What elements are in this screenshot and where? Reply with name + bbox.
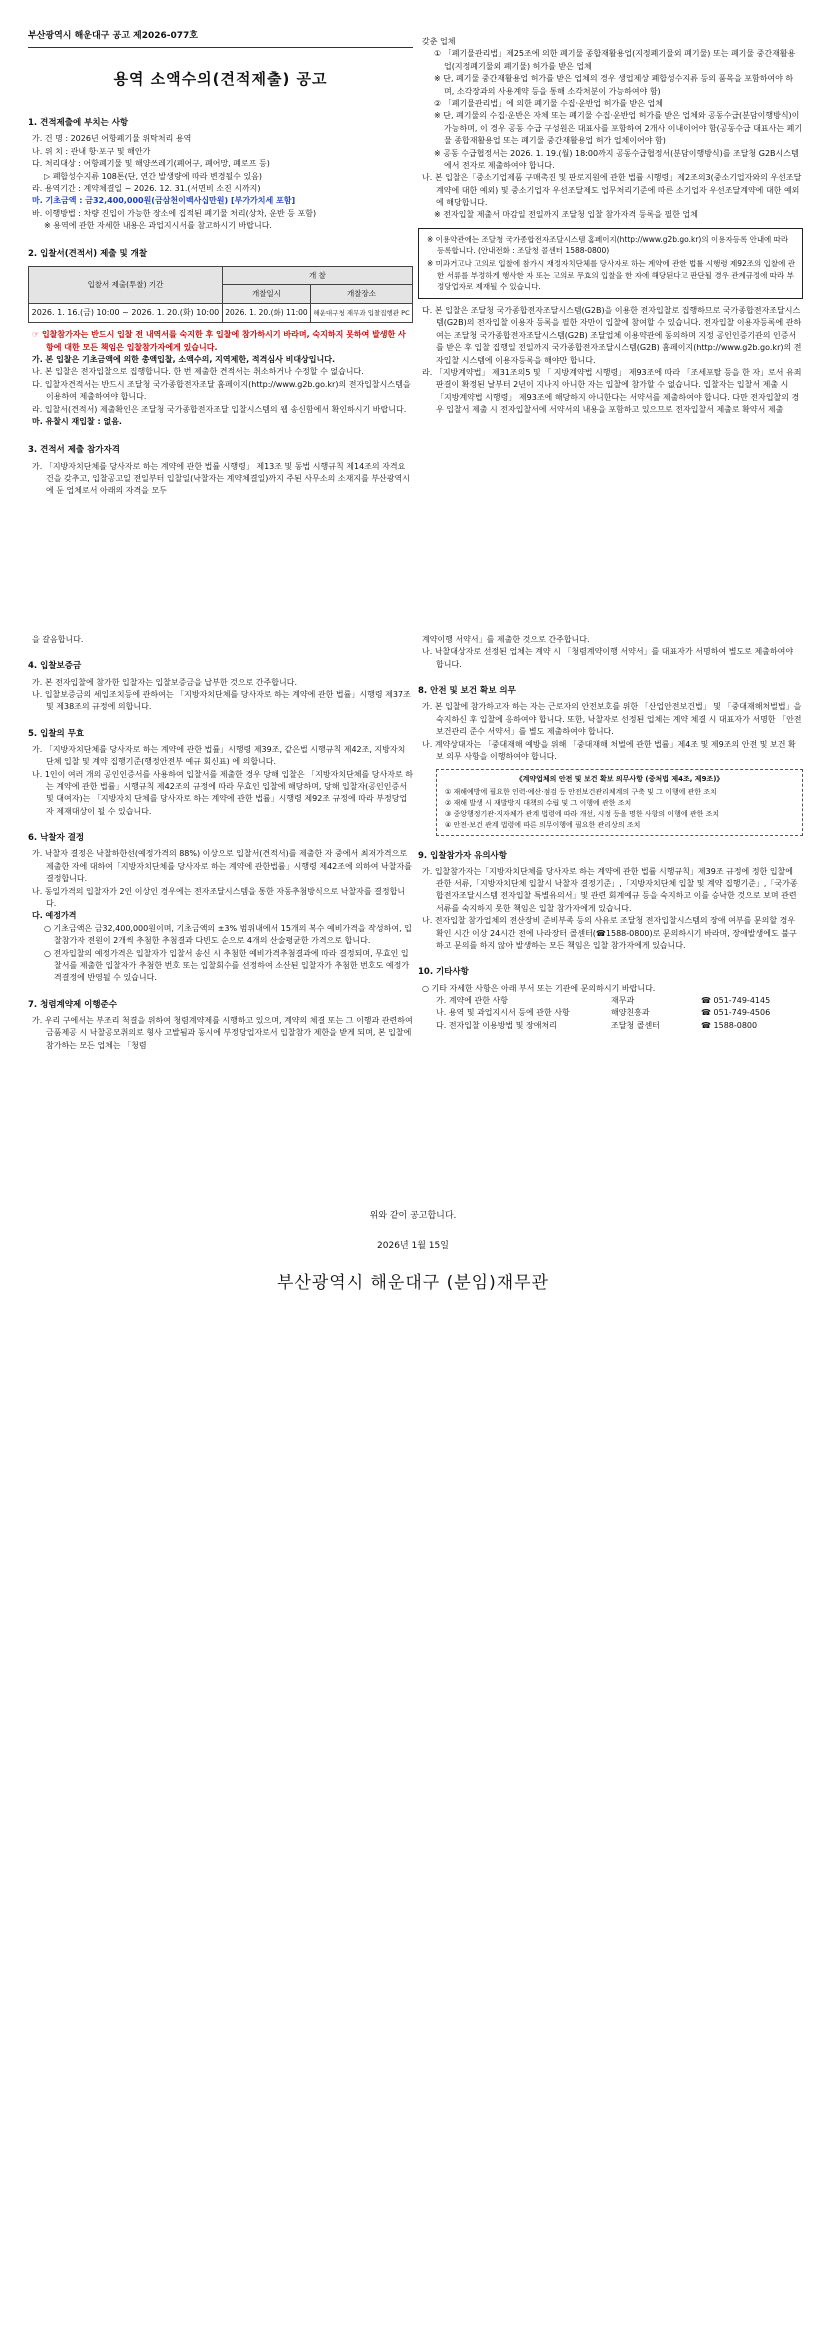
contact-row-service	[418, 1007, 803, 1019]
page1-left-column	[28, 0, 413, 498]
safety-duty-1: ① 재해예방에 필요한 인력·예산·점검 등 안전보건관리체계의 구축 및 그 이행에 관한 조치	[445, 788, 717, 797]
contact-dept: 재무과	[611, 995, 635, 1005]
s5-item-1: 가. 「지방자치단체를 당사자로 하는 계약에 관한 법률」시행령 제39조, 같은법 시행규칙 제42조, 지방자치단체 입찰 및 계약 집행기준(행정안전부 예규 회신표) 에 의합니다.	[32, 744, 406, 767]
s3-item-2: 나. 본 입찰은「중소기업제품 구매촉진 및 판로지원에 관한 법률 시행령」제2조의3(중소기업자와의 우선조달계약에 대한 예외) 및 중소기업자 우선조달제도 업무처리기준에 따른 소기업자 우선조달계약에 대한 예외에 해당합니다.	[422, 173, 802, 208]
box-note-1: ※ 이용약관에는 조달청 국가종합전자조달시스템 홈페이지(http://www.g2b.go.kr)의 이용자등록 안내에 따라 등록합니다. (안내전화 : 조달청 콜센터 1588-0800)	[427, 234, 789, 256]
safety-duty-2: ② 재해 발생 시 재발방지 대책의 수립 및 그 이행에 관한 조치	[445, 798, 632, 807]
s6-item-3-b: ○ 전자입찰의 예정가격은 입찰자가 입찰서 송신 시 추첨한 예비가격추첨결과에 따라 결정되며, 무효인 입찰서를 제출한 입찰자가 추첨한 번호 또는 입찰회수를 선정하여 소산된 입찰자가 추첨한 번호도 예정가격결정에 반영될 수 있습니다.	[44, 948, 410, 983]
contact-row-ebid	[418, 1020, 803, 1032]
section-1-heading: 1. 견적제출에 부치는 사항	[28, 118, 129, 129]
s3-item-1-cont: 갖춘 업체	[422, 37, 456, 46]
s1-item-period: 라. 용역기간 : 계약체결일 ~ 2026. 12. 31.(서면비 소진 시까지)	[32, 183, 261, 193]
contact-phone: ☎ 1588-0800	[701, 1020, 758, 1030]
s1-item-base-price: 마. 기초금액 : 금32,400,000원(금삼천이백사십만원) [부가가치세 포함]	[32, 196, 296, 206]
section-2-heading: 2. 입찰서(견적서) 제출 및 개찰	[28, 249, 148, 260]
schedule-table	[28, 266, 413, 324]
box-note-2: ※ 미과거고나 고의로 입찰에 참가시 재정자치단체를 당사자로 하는 계약에 관한 법률 시행령 제92조의 입찰에 관한 서류를 부정하게 행사한 자 또는 고의로 무효의 입찰을 한 자에 해당된다고 판단될 경우 관계규정에 따라 부정당업자로 제재될 수 있습니다.	[427, 259, 795, 292]
s2-item-1: 가. 본 입찰은 기초금액에 의한 총액입찰, 소액수의, 지역제한, 적격심사 비대상입니다.	[32, 355, 336, 365]
s1-item-target: 다. 처리대상 : 어항폐기물 및 해양쓰레기(폐어구, 폐어망, 폐로프 등)	[32, 159, 270, 169]
contact-dept: 해양친흥과	[611, 1008, 650, 1018]
s9-item-2: 나. 전자입찰 참가업체의 전산장비 준비부족 등의 사유로 조달청 전자입찰시스템의 장애 여부를 문의할 경우 확인 시간 이상 24시간 전에 나라장터 콜센터(☎1588-0800)로 문의하시기 바라며, 장애발생에도 불구하고 문의를 하지 않아 발생하는 모든 책임은 입찰 참가자에게 있습니다.	[422, 916, 797, 951]
section-6-heading: 6. 낙찰자 결정	[28, 833, 85, 844]
s3-sub-2-note: ※ 단, 폐기물의 수집·운반은 자체 또는 폐기물 수집·운반업 허가를 받은 업체와 공동수급(분담이행방식)이 가능하며, 이 경우 공동 수급 구성원은 대표사를 포함하여 2개사 이내이어야 함(공동수급 대표사는 폐기물 종합재활용업 또는 폐기물 중간재활용업 허가 업체이어야 함)	[434, 111, 803, 146]
section-7-heading: 7. 청렴계약제 이행준수	[28, 999, 117, 1010]
s2-item-3: 다. 입찰자견적서는 반드시 조달청 국가종합전자조달 홈페이지(http://www.g2b.go.kr)의 전자입찰시스템을 이용하여 제출하여야 합니다.	[32, 379, 411, 402]
section-10-heading: 10. 기타사항	[418, 967, 469, 978]
s3-item-3: 다. 본 입찰은 조달청 국가종합전자조달시스템(G2B)을 이용한 전자입찰로 집행하므로 국가종합전자조달시스템(G2B)의 전자입찰 이용자 등록을 필한 자만이 입찰에 참여할 수 있습니다. 전자입찰 이용자등록에 관하여는 조달청 국가종합전자조달시스템(G2B) 조달업체 이용약관에 동의하며 지정 공인인증기관의 인증서를 받은 후 입찰 집행일 전일까지 국가종합전자조달시스템(G2B) 홈페이지(http://www.g2b.go.kr)의 전자입찰 시스템에 이용자등록을 해야만 합니다.	[422, 305, 802, 365]
s9-item-1: 가. 입찰참가자는「지방자치단체를 당사자로 하는 계약에 관한 법률 시행규칙」제39조 규정에 정한 입찰에 관한 서류,「지방자치단체 입찰시 낙찰자 결정기준」,「지방자치단체 입찰 및 계약 집행기준」,「국가종합전자조달시스템 전자입찰 특별유의서」및 관련 회계예규 등을 숙지하고 이를 승낙한 것으로 보며 관련서류를 숙지하지 못한 책임은 입찰 참가자에게 있습니다.	[422, 866, 798, 913]
s7-item-1: 가. 우리 구에서는 부조리 척결을 위하여 청렴계약제를 시행하고 있으며, 계약의 체결 또는 그 이행과 관련하여 금품제공 시 낙찰공모취의로 형사 고발됨과 동시에 부정당업자로서 입찰참가 제한을 받게 되며, 본 입찰에 참가하는 모든 업체는 「청렴	[32, 1015, 413, 1050]
s3-item-2-note: ※ 전자입찰 제출서 마감일 전일까지 조달청 입찰 참가자격 등록을 필한 업체	[434, 210, 698, 220]
page-title: 용역 소액수의(견적제출) 공고	[113, 69, 328, 88]
s1-item-method: 바. 이행방법 : 차량 진입이 가능한 장소에 집적된 폐기물 처리(상차, 운반 등 포함)	[32, 208, 317, 218]
page1-right-column	[418, 36, 803, 417]
section-5-heading: 5. 입찰의 무효	[28, 728, 85, 739]
s3-sub-1-note: ※ 단, 폐기물 중간재활용업 허가를 받은 업체의 경우 생업제상 폐합성수지류 등의 품목을 포함하여야 하며, 소각장과의 사용계약 등을 통해 소각처분이 가능하여야 함)	[434, 74, 794, 96]
s7-item-1-cont: 계약이행 서약서」를 제출한 것으로 간주합니다.	[422, 635, 590, 644]
safety-duty-4: ④ 안전·보건 관계 법령에 따른 의무이행에 필요한 관리상의 조치	[445, 820, 641, 829]
schedule-sub-date: 개찰일시	[222, 285, 310, 304]
s1-item-target-note: ▷ 폐합성수지류 108톤(단, 연간 발생량에 따라 변경될수 있음)	[44, 171, 263, 181]
contact-phone: ☎ 051-749-4145	[701, 995, 771, 1005]
s6-item-1: 가. 낙찰자 결정은 낙찰하한선(예정가격의 88%) 이상으로 입찰서(견적서)를 제출한 자 중에서 최저가격으로 제출한 자에 대하여「지방자치단체를 당사자로 하는 계약에 관한법률」시행령 제42조에 의하여 낙찰자를 결정합니다.	[32, 849, 412, 884]
s2-item-4: 라. 입찰서(견적서) 제출확인은 조달청 국가종합전자조달 입찰시스템의 웹 송신함에서 확인하시기 바랍니다.	[32, 404, 407, 414]
s1-item-location: 나. 위 치 : 관내 항·포구 및 해안가	[32, 146, 151, 156]
contact-phone: ☎ 051-749-4506	[701, 1008, 771, 1018]
s8-item-2: 나. 계약상대자는 「중대재해 예방을 위해 「중대재해 처벌에 관한 법률」제4조 및 제9조의 안전 및 보건 확보 의무 사항을 이행하여야 합니다.	[422, 739, 796, 761]
section-8-heading: 8. 안전 및 보건 확보 의무	[418, 686, 516, 697]
s5-item-2: 나. 1인이 여러 개의 공인인증서를 사용하여 입찰서를 제출한 경우 당해 입찰은 「지방자치단체를 당사자로 하는 계약에 관한 법률」시행규칙 제42조의 규정에 따라 무효인 입찰에 해당하며, 당해 입찰자(공인인증서 및 대여자)는 「지방자치 단체를 당사자로 하는 계약에 관한 법률」시행령 제92조 규정에 따라 부정당업자 제재대상이 될 수 있습니다.	[32, 769, 413, 816]
section-9-heading: 9. 입찰참가자 유의사항	[418, 850, 507, 861]
s3-sub-2: ② 「폐기물관리법」에 의한 폐기물 수집·운반업 허가를 받은 업체	[434, 98, 663, 108]
s7-item-2: 나. 낙찰대상자로 선정된 업체는 계약 시 「청렴계약이행 서약서」를 대표자가 서명하여 별도로 제출하여야 합니다.	[422, 647, 794, 669]
page-2	[0, 620, 826, 2336]
s6-item-2: 나. 동일가격의 입찰자가 2인 이상인 경우에는 전자조달시스템을 통한 자동추첨방식으로 낙찰자를 결정합니다.	[32, 886, 406, 908]
section-3-heading: 3. 견적서 제출 참가자격	[28, 445, 120, 456]
notice-number: 부산광역시 해운대구 공고 제2026-077호	[28, 30, 413, 48]
s6-item-3: 다. 예정가격	[32, 911, 77, 921]
s3-item-1: 가. 「지방자치단체를 당사자로 하는 계약에 관한 법률 시행령」 제13조 및 동법 시행규칙 제14조의 자격요건을 갖추고, 입찰공고일 전일부터 입찰일(낙찰자는 계약체결일)까지 주된 사무소의 소재지를 부산광역시에 둔 업체로서 아래의 자격을 모두	[32, 461, 410, 496]
schedule-open-date-value: 2026. 1. 20.(화) 11:00	[222, 303, 310, 322]
s3-sub-1: ① 「폐기물관리법」제25조에 의한 폐기물 종합재활용업(지정폐기물외 폐기물) 또는 폐기물 중간재활용업(지정폐기물외 폐기물) 허가를 받은 업체	[434, 49, 796, 71]
s3-item-4-cont: 을 갈음합니다.	[32, 635, 84, 644]
safety-duty-box-title: 《계약업체의 안전 및 보건 확보 의무사항 (중처법 제4조, 제9조)》	[515, 775, 724, 784]
closing-date: 2026년 1월 15일	[377, 1241, 449, 1251]
page2-right-column	[418, 634, 803, 1032]
schedule-period-value: 2026. 1. 16.(금) 10:00 ~ 2026. 1. 20.(화) 10:00	[29, 303, 223, 322]
s3-sub-2-note-2: ※ 공동 수급협정서는 2026. 1. 19.(월) 18:00까지 공동수급협정서(분담이행방식)를 조달청 G2B시스템에서 전자로 제출하여야 합니다.	[434, 148, 799, 170]
page2-left-column	[28, 634, 413, 1052]
contact-dept: 조달청 콜센터	[611, 1020, 660, 1030]
issuing-organization: 부산광역시 해운대구 (분임)재무관	[277, 1273, 549, 1293]
contact-topic: 다. 전자입찰 이용방법 및 장애처리	[436, 1020, 557, 1030]
s4-item-1: 가. 본 전자입찰에 참가한 입찰자는 입찰보증금을 납부한 것으로 간주합니다.	[32, 677, 297, 687]
s2-item-5: 마. 유찰시 재입찰 : 없음.	[32, 417, 122, 427]
s10-intro: ○ 기타 자세한 사항은 아래 부서 또는 기관에 문의하시기 바랍니다.	[422, 983, 656, 993]
s4-item-2: 나. 입찰보증금의 세입조치등에 관하여는 「지방자치단체를 당사자로 하는 계약에 관한 법률」시행령 제37조 및 제38조의 규정에 의합니다.	[32, 689, 411, 712]
s6-item-3-a: ○ 기초금액은 금32,400,000원이며, 기초금액의 ±3% 범위내에서 15개의 복수 예비가격을 작성하여, 입찰참가자 전원이 2개씩 추첨한 추첨결과 다빈도 순으로 4개의 산술평균한 가격으로 합니다.	[44, 923, 412, 946]
registration-notice-box	[418, 228, 803, 299]
contact-row-contract	[418, 995, 803, 1007]
page-1	[0, 0, 826, 620]
contact-topic: 가. 계약에 관한 사항	[436, 995, 508, 1005]
s2-item-2: 나. 본 입찰은 전자입찰으로 집행합니다. 한 번 제출한 견적서는 취소하거나 수정할 수 없습니다.	[32, 367, 364, 377]
section-4-heading: 4. 입찰보증금	[28, 661, 82, 672]
safety-duty-box	[436, 769, 803, 835]
s1-item-name: 가. 건 명 : 2026년 어항폐기물 위탁처리 용역	[32, 134, 192, 144]
contact-topic: 나. 용역 및 과업지시서 등에 관한 사항	[436, 1008, 570, 1018]
schedule-sub-place: 개찰장소	[310, 285, 412, 304]
s2-warning: ☞ 입찰참가자는 반드시 입찰 전 내역서를 숙지한 후 입찰에 참가하시기 바라며, 숙지하지 못하여 발생한 사항에 대한 모든 책임은 입찰참가자에게 있습니다.	[32, 330, 406, 352]
s3-item-4: 라. 「지방계약법」 제31조의5 및 「 지방계약법 시행령」 제93조에 따라 「조세포탈 등을 한 자」로서 유죄판결이 확정된 날부터 2년이 지나지 아니한 자는 입찰에 참가할 수 없습니다. 입찰자는 입찰서 제출 시 「지방계약법 시행령」 제93조에 해당하지 아니한다는 서약서를 제출하여야 합니다. 다만 전자입찰의 경우 입찰서 제출 시 전자입찰서에 서약서의 내용을 포함하고 있으므로 전자입찰서 제출로 확약서 제출	[422, 367, 802, 415]
schedule-open-place-value: 해운대구청 재무과 입찰집행관 PC	[310, 303, 412, 322]
safety-duty-3: ③ 중앙행정기관·지자체가 관계 법령에 따라 개선, 시정 등을 명한 사항의 이행에 관한 조치	[445, 809, 720, 818]
s8-item-1: 가. 본 입찰에 참가하고자 하는 자는 근로자의 안전보호를 위한 「산업안전보건법」 및 「중대재해처벌법」을 숙지하신 후 입찰에 응하여야 합니다. 또한, 낙찰자로 선정된 업체는 계약 체결 시 대표자가 서명한 「안전보건관리 준수 서약서」를 별도 제출하여야 합니다.	[422, 702, 802, 737]
schedule-col-opening: 개 찰	[222, 266, 412, 285]
schedule-col-period: 입찰서 제출(투찰) 기간	[29, 266, 223, 303]
closing-statement: 위와 같이 공고합니다.	[369, 1211, 457, 1221]
s1-item-note: ※ 용역에 관한 자세한 내용은 과업지시서를 참고하시기 바랍니다.	[44, 221, 272, 231]
